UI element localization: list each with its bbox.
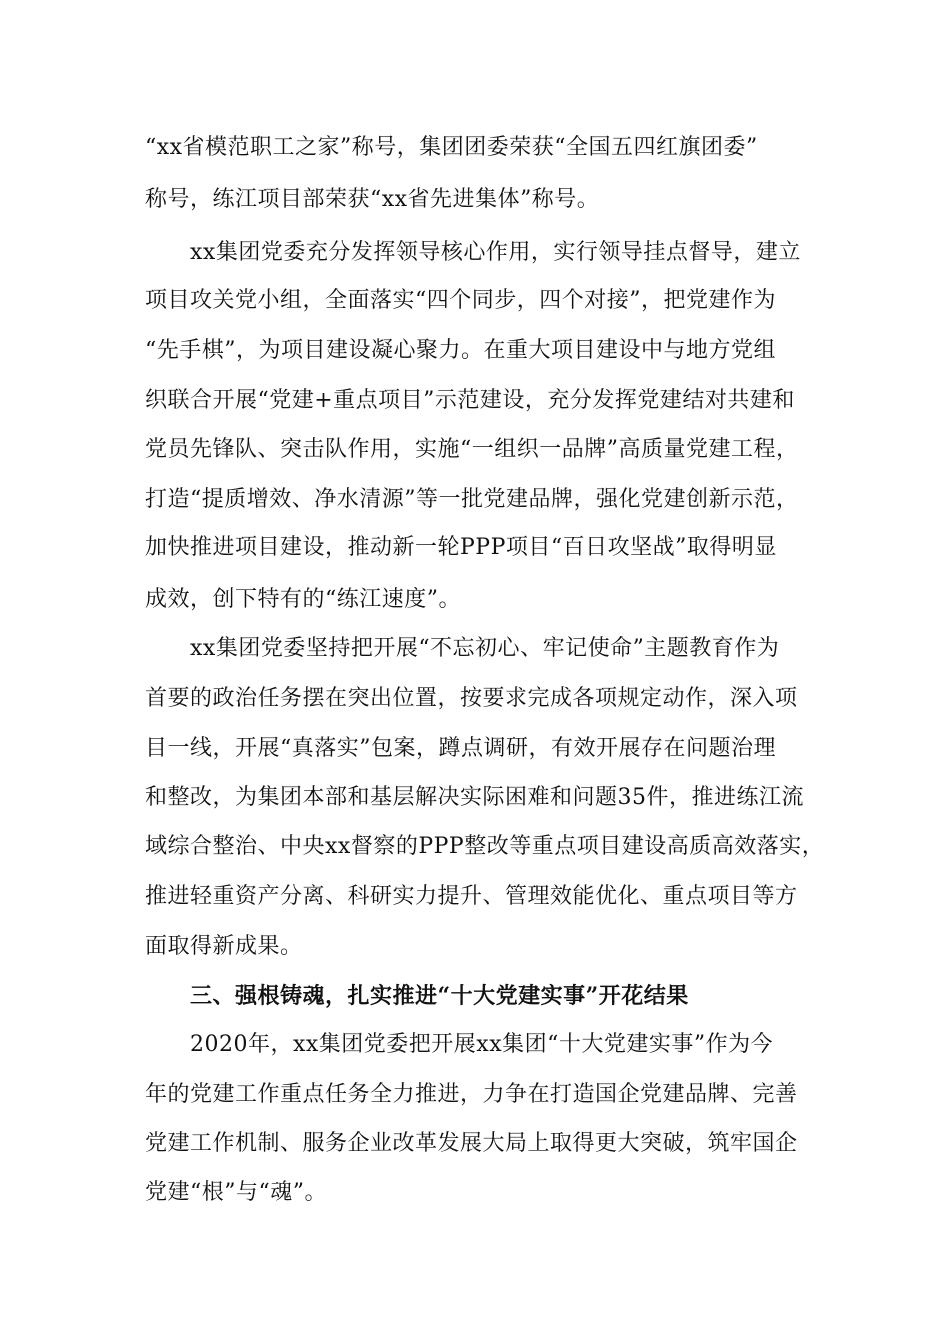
paragraph-3-line: 推进轻重资产分离、科研实力提升、管理效能优化、重点项目等方 <box>145 884 798 909</box>
paragraph-1-line: 称号，练江项目部荣获“xx省先进集体”称号。 <box>145 187 600 212</box>
paragraph-3-line: 首要的政治任务摆在突出位置，按要求完成各项规定动作，深入项 <box>145 686 798 711</box>
paragraph-3-line: 域综合整治、中央xx督察的PPP整改等重点项目建设高质高效落实， <box>145 834 825 859</box>
paragraph-3-line: 目一线，开展“真落实”包案，蹲点调研，有效开展存在问题治理 <box>145 736 776 761</box>
paragraph-3-line: 和整改，为集团本部和基层解决实际困难和问题35件，推进练江流 <box>145 785 804 810</box>
paragraph-1-line: “xx省模范职工之家”称号，集团团委荣获“全国五四红旗团委” <box>145 135 758 160</box>
paragraph-2-line: 打造“提质增效、净水清源”等一批党建品牌，强化党建创新示范， <box>145 487 799 512</box>
paragraph-2-line: 加快推进项目建设，推动新一轮PPP项目“百日攻坚战”取得明显 <box>145 535 777 560</box>
paragraph-4-line: 2020年，xx集团党委把开展xx集团“十大党建实事”作为今 <box>190 1032 774 1057</box>
paragraph-2-line: “先手棋”，为项目建设凝心聚力。在重大项目建设中与地方党组 <box>145 338 776 363</box>
paragraph-2-line: 项目攻关党小组，全面落实“四个同步，四个对接”，把党建作为 <box>145 288 776 313</box>
paragraph-2-line: 成效，创下特有的“练江速度”。 <box>145 587 461 612</box>
section-heading: 三、强根铸魂，扎实推进“十大党建实事”开花结果 <box>190 983 689 1009</box>
paragraph-3-line: xx集团党委坚持把开展“不忘初心、牢记使命”主题教育作为 <box>190 636 780 661</box>
paragraph-2-line: 织联合开展“党建+重点项目”示范建设，充分发挥党建结对共建和 <box>145 388 795 413</box>
paragraph-4-line: 党建“根”与“魂”。 <box>145 1180 327 1205</box>
paragraph-4-line: 年的党建工作重点任务全力推进，力争在打造国企党建品牌、完善 <box>145 1082 798 1107</box>
paragraph-2-line: 党员先锋队、突击队作用，实施“一组织一品牌”高质量党建工程， <box>145 437 799 462</box>
paragraph-4-line: 党建工作机制、服务企业改革发展大局上取得更大突破，筑牢国企 <box>145 1131 798 1156</box>
paragraph-3-line: 面取得新成果。 <box>145 934 303 959</box>
paragraph-2-line: xx集团党委充分发挥领导核心作用，实行领导挂点督导，建立 <box>190 240 801 265</box>
